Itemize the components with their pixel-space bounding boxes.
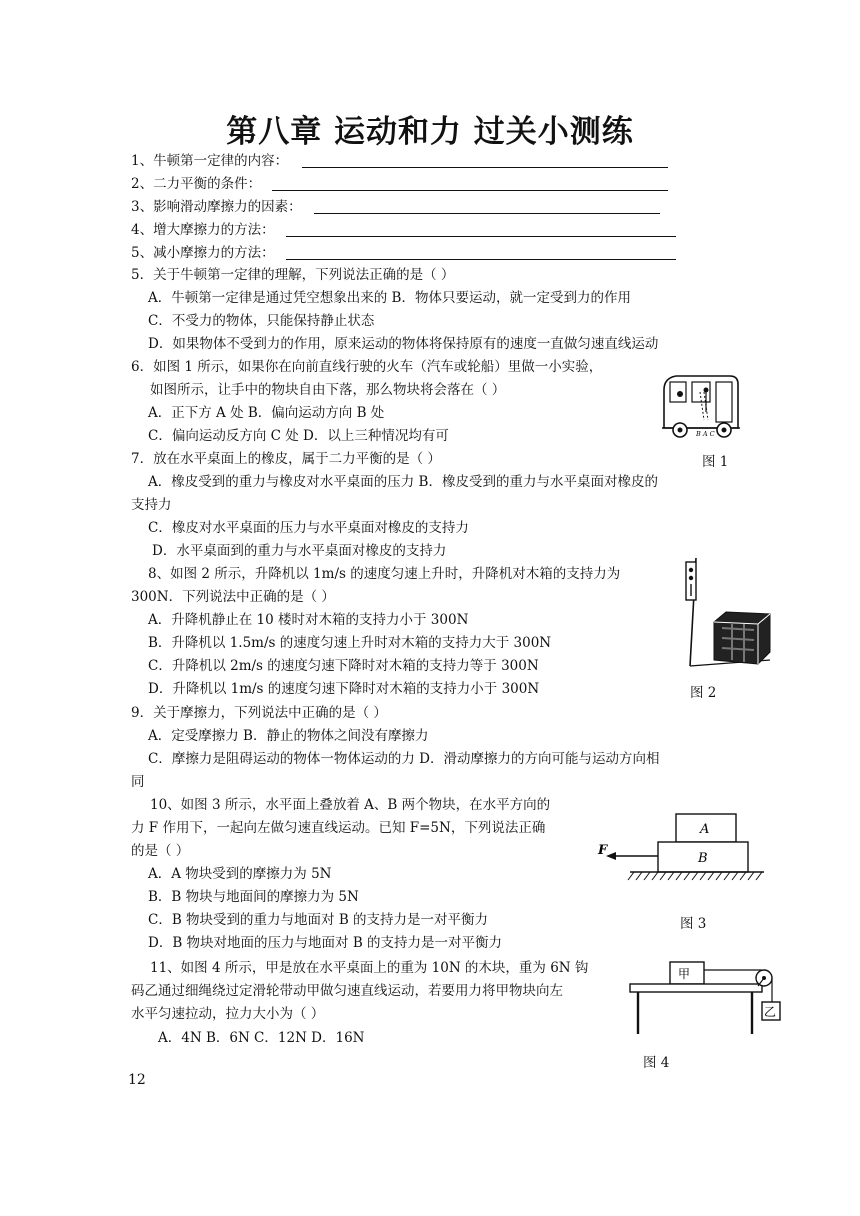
q6-option-c-d: C．偏向运动反方向 C 处 D．以上三种情况均有可 — [148, 428, 449, 444]
fill-in-1: 1、牛顿第一定律的内容： — [131, 153, 289, 169]
q11-stem-1: 11、如图 4 所示，甲是放在水平桌面上的重为 10N 的木块，重为 6N 钩 — [150, 960, 589, 976]
q8-option-d: D．升降机以 1m/s 的速度匀速下降时对木箱的支持力小于 300N — [148, 681, 540, 697]
block-a-label: A — [700, 822, 710, 837]
figure-4-caption: 图 4 — [643, 1055, 670, 1071]
q10-option-d: D．B 物块对地面的压力与地面对 B 的支持力是一对平衡力 — [148, 935, 503, 951]
q9-option-d-cont: 同 — [131, 774, 145, 790]
q11-stem-3: 水平匀速拉动，拉力大小为（ ） — [131, 1006, 325, 1022]
q6-option-a-b: A．正下方 A 处 B．偏向运动方向 B 处 — [148, 405, 385, 421]
page-title: 第八章 运动和力 过关小测练 — [226, 114, 634, 150]
q9-option-c-d: C．摩擦力是阻碍运动的物体一物体运动的力 D．滑动摩擦力的方向可能与运动方向相 — [148, 751, 660, 767]
q7-option-b-cont: 支持力 — [131, 497, 172, 513]
answer-line-2[interactable] — [272, 190, 668, 191]
q10-option-a: A．A 物块受到的摩擦力为 5N — [148, 866, 332, 882]
fill-in-3: 3、影响滑动摩擦力的因素： — [131, 199, 302, 215]
q6-stem-2: 如图所示，让手中的物块自由下落，那么物块将会落在（ ） — [150, 382, 506, 398]
q7-stem: 7．放在水平桌面上的橡皮，属于二力平衡的是（ ） — [131, 451, 441, 467]
figure-1-vehicle — [660, 370, 742, 440]
q5-stem: 5．关于牛顿第一定律的理解，下列说法正确的是（ ） — [131, 267, 455, 283]
q8-option-b: B．升降机以 1.5m/s 的速度匀速上升时对木箱的支持力大于 300N — [148, 635, 552, 651]
figure-1-letters: B A C — [696, 430, 715, 438]
figure-3-caption: 图 3 — [680, 916, 707, 932]
force-f-label: F — [598, 843, 608, 858]
figure-2-elevator — [682, 556, 772, 668]
answer-line-4[interactable] — [286, 236, 676, 237]
q5-option-a-b: A．牛顿第一定律是通过凭空想象出来的 B．物体只要运动，就一定受到力的作用 — [148, 290, 631, 306]
figure-1-caption: 图 1 — [702, 454, 729, 470]
answer-line-1[interactable] — [302, 167, 668, 168]
q10-option-c: C．B 物块受到的重力与地面对 B 的支持力是一对平衡力 — [148, 912, 489, 928]
q9-option-a-b: A．定受摩擦力 B．静止的物体之间没有摩擦力 — [148, 728, 429, 744]
q10-option-b: B．B 物块与地面间的摩擦力为 5N — [148, 889, 359, 905]
q11-options: A．4N B．6N C．12N D．16N — [158, 1030, 365, 1046]
answer-line-5[interactable] — [286, 259, 676, 260]
weight-yi-label: 乙 — [764, 1005, 777, 1019]
q10-stem-1: 10、如图 3 所示，水平面上叠放着 A、B 两个物块，在水平方向的 — [150, 797, 551, 813]
fill-in-2: 2、二力平衡的条件： — [131, 176, 262, 192]
q7-option-a-b: A．橡皮受到的重力与橡皮对水平桌面的压力 B．橡皮受到的重力与水平桌面对橡皮的 — [148, 474, 658, 490]
q7-option-d: D．水平桌面到的重力与水平桌面对橡皮的支持力 — [152, 543, 447, 559]
answer-line-3[interactable] — [314, 213, 660, 214]
q9-stem: 9．关于摩擦力，下列说法中正确的是（ ） — [131, 705, 387, 721]
figure-4-pulley — [628, 958, 778, 1038]
q6-stem-1: 6．如图 1 所示，如果你在向前直线行驶的火车（汽车或轮船）里做一小实验， — [131, 359, 603, 375]
q8-option-a: A．升降机静止在 10 楼时对木箱的支持力小于 300N — [148, 612, 469, 628]
q5-option-c: C．不受力的物体，只能保持静止状态 — [148, 313, 375, 329]
q7-option-c: C．橡皮对水平桌面的压力与水平桌面对橡皮的支持力 — [148, 520, 469, 536]
figure-3-blocks — [594, 808, 764, 890]
fill-in-5: 5、减小摩擦力的方法： — [131, 245, 275, 261]
q5-option-d: D．如果物体不受到力的作用，原来运动的物体将保持原有的速度一直做匀速直线运动 — [148, 336, 659, 352]
q8-stem-2: 300N．下列说法中正确的是（ ） — [131, 589, 335, 605]
fill-in-4: 4、增大摩擦力的方法： — [131, 222, 275, 238]
block-b-label: B — [698, 851, 708, 866]
q10-stem-2: 力 F 作用下，一起向左做匀速直线运动。已知 F=5N，下列说法正确 — [131, 820, 546, 836]
figure-2-caption: 图 2 — [690, 685, 717, 701]
block-jia-label: 甲 — [678, 967, 691, 981]
q8-option-c: C．升降机以 2m/s 的速度匀速下降时对木箱的支持力等于 300N — [148, 658, 539, 674]
page-number: 12 — [128, 1072, 146, 1088]
q10-stem-3: 的是（ ） — [131, 843, 190, 859]
q11-stem-2: 码乙通过细绳绕过定滑轮带动甲做匀速直线运动，若要用力将甲物块向左 — [131, 983, 563, 999]
q8-stem-1: 8、如图 2 所示，升降机以 1m/s 的速度匀速上升时，升降机对木箱的支持力为 — [148, 566, 621, 582]
